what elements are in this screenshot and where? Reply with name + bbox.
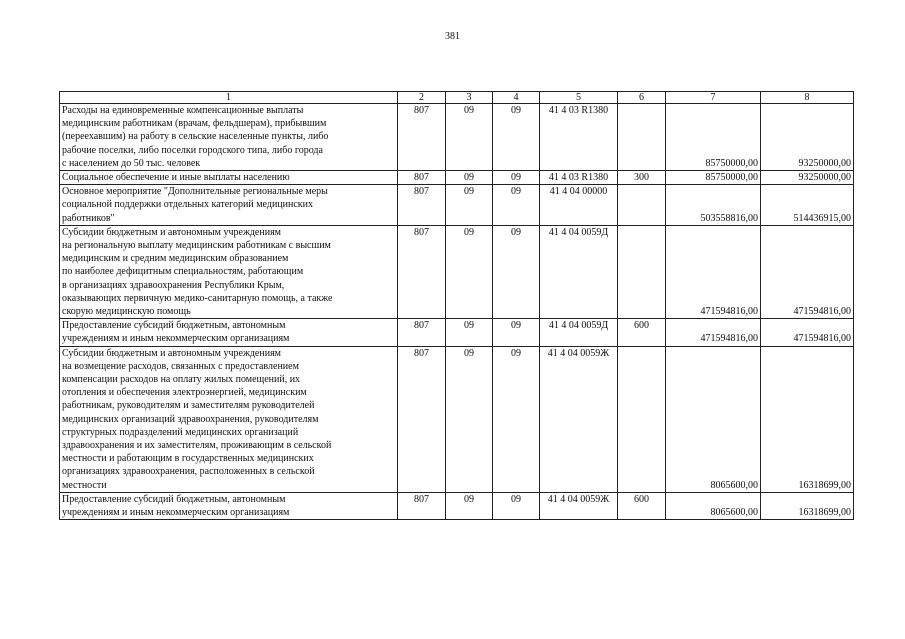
section-cell: 09 [446, 225, 493, 318]
expense-type-cell: 300 [618, 171, 666, 185]
section-cell: 09 [446, 319, 493, 346]
target-article-cell: 41 4 04 0059Д [540, 319, 618, 346]
header-cell: 4 [493, 92, 540, 104]
code-cell: 807 [398, 319, 446, 346]
row-description: Субсидии бюджетным и автономным учреждениям на региональную выплату медицинским работникам с высшим медицинским и средним медицинским образованием по наиболее дефицитным специальностям, работающим в организациях здравоохранения Республики Крым, оказывающих первичную медико-санитарную помощь, а также скорую медицинскую помощь [60, 225, 398, 318]
amount-cell: 93250000,00 [761, 171, 854, 185]
code-cell: 807 [398, 171, 446, 185]
row-description: Предоставление субсидий бюджетным, автономным учреждениям и иным некоммерческим организациям [60, 492, 398, 519]
expense-type-cell [618, 346, 666, 492]
row-description: Социальное обеспечение и иные выплаты населению [60, 171, 398, 185]
page-number: 381 [445, 31, 460, 42]
header-cell: 5 [540, 92, 618, 104]
subsection-cell: 09 [493, 492, 540, 519]
header-cell: 6 [618, 92, 666, 104]
amount-cell: 85750000,00 [666, 104, 761, 171]
amount-cell: 93250000,00 [761, 104, 854, 171]
table-row [60, 185, 854, 226]
expense-type-cell [618, 225, 666, 318]
table-row [60, 171, 854, 185]
amount-cell: 16318699,00 [761, 346, 854, 492]
expense-type-cell [618, 104, 666, 171]
subsection-cell: 09 [493, 185, 540, 226]
budget-table [59, 91, 854, 520]
table-row [60, 346, 854, 492]
code-cell: 807 [398, 185, 446, 226]
amount-cell: 85750000,00 [666, 171, 761, 185]
target-article-cell: 41 4 03 R1380 [540, 104, 618, 171]
row-description: Предоставление субсидий бюджетным, автономным учреждениям и иным некоммерческим организациям [60, 319, 398, 346]
amount-cell: 503558816,00 [666, 185, 761, 226]
section-cell: 09 [446, 185, 493, 226]
row-description: Субсидии бюджетным и автономным учреждениям на возмещение расходов, связанных с предоставлением компенсации расходов на оплату жилых помещений, их отопления и обеспечения электроэнергией, медицинским работникам, руководителям и заместителям руководителей медицинских организаций здравоохранения, руководителям структурных подразделений медицинских организаций здравоохранения и их заместителям, проживающим в сельской местности и работающим в государственных медицинских организациях здравоохранения, расположенных в сельской местности [60, 346, 398, 492]
target-article-cell: 41 4 04 00000 [540, 185, 618, 226]
subsection-cell: 09 [493, 346, 540, 492]
header-cell: 1 [60, 92, 398, 104]
table-row [60, 319, 854, 346]
amount-cell: 471594816,00 [666, 319, 761, 346]
amount-cell: 8065600,00 [666, 346, 761, 492]
header-row [60, 92, 854, 104]
section-cell: 09 [446, 171, 493, 185]
amount-cell: 471594816,00 [761, 319, 854, 346]
code-cell: 807 [398, 104, 446, 171]
subsection-cell: 09 [493, 225, 540, 318]
header-cell: 3 [446, 92, 493, 104]
target-article-cell: 41 4 04 0059Д [540, 225, 618, 318]
code-cell: 807 [398, 492, 446, 519]
section-cell: 09 [446, 346, 493, 492]
code-cell: 807 [398, 225, 446, 318]
expense-type-cell [618, 185, 666, 226]
amount-cell: 471594816,00 [761, 225, 854, 318]
row-description: Расходы на единовременные компенсационные выплаты медицинским работникам (врачам, фельдшерам), прибывшим (переехавшим) на работу в сельские населенные пункты, либо рабочие поселки, либо поселки городского типа, либо города с населением до 50 тыс. человек [60, 104, 398, 171]
target-article-cell: 41 4 03 R1380 [540, 171, 618, 185]
table-body [60, 92, 854, 520]
target-article-cell: 41 4 04 0059Ж [540, 492, 618, 519]
table-row [60, 225, 854, 318]
header-cell: 7 [666, 92, 761, 104]
section-cell: 09 [446, 492, 493, 519]
row-description: Основное мероприятие "Дополнительные региональные меры социальной поддержки отдельных категорий медицинских работников" [60, 185, 398, 226]
expense-type-cell: 600 [618, 492, 666, 519]
table-row [60, 104, 854, 171]
table-row [60, 492, 854, 519]
amount-cell: 8065600,00 [666, 492, 761, 519]
subsection-cell: 09 [493, 104, 540, 171]
expense-type-cell: 600 [618, 319, 666, 346]
subsection-cell: 09 [493, 319, 540, 346]
amount-cell: 16318699,00 [761, 492, 854, 519]
code-cell: 807 [398, 346, 446, 492]
header-cell: 8 [761, 92, 854, 104]
amount-cell: 471594816,00 [666, 225, 761, 318]
subsection-cell: 09 [493, 171, 540, 185]
section-cell: 09 [446, 104, 493, 171]
target-article-cell: 41 4 04 0059Ж [540, 346, 618, 492]
header-cell: 2 [398, 92, 446, 104]
amount-cell: 514436915,00 [761, 185, 854, 226]
